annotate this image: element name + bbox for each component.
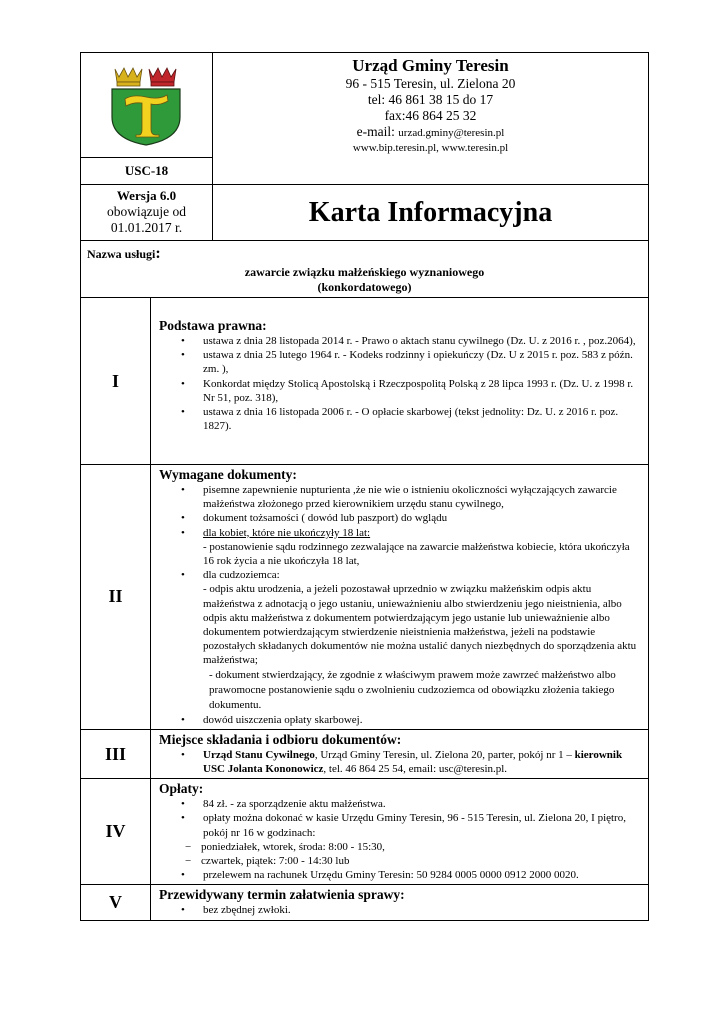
section-required-documents	[151, 465, 649, 730]
office-unit: Urząd Stanu Cywilnego	[203, 748, 315, 761]
office-header	[213, 53, 649, 185]
service-name-line2: (konkordatowego)	[317, 280, 412, 294]
list-item	[203, 526, 640, 540]
email-label: e-mail:	[356, 124, 399, 139]
legal-basis-heading: Podstawa prawna:	[159, 318, 267, 333]
processing-time-heading: Przewidywany termin załatwienia sprawy:	[159, 887, 405, 903]
service-name-cell	[81, 241, 649, 298]
list-item: − poniedziałek, wtorek, środa: 8:00 - 15:30,	[201, 840, 640, 854]
list-item: • Konkordat między Stolicą Apostolską i Rzeczpospolitą Polską z 28 lipca 1993 r. (Dz. U. z 1998 r. Nr 51, poz. 318),	[203, 377, 640, 405]
list-item: − czwartek, piątek: 7:00 - 14:30 lub	[201, 854, 640, 868]
service-label: Nazwa usługi	[87, 247, 156, 261]
card-table	[80, 52, 649, 921]
logo-cell	[81, 53, 213, 158]
valid-from-label: obowiązuje od	[106, 204, 187, 219]
list-item: • opłaty można dokonać w kasie Urzędu Gminy Teresin, 96 - 515 Teresin, ul. Zielona 20, I piętro, pokój nr 16 w godzinach:	[203, 811, 640, 839]
foreigner-detail-2: - dokument stwierdzający, że zgodnie z właściwym prawem może zawrzeć małżeństwo albo prawomocne postanowienie sądu o zwolnieniu cudzoziemca od obowiązku złożenia takiego dokumentu.	[209, 668, 616, 711]
list-item: • dla cudzoziemca:	[203, 568, 640, 582]
required-documents-list	[159, 483, 640, 540]
bank-transfer-list	[159, 868, 640, 882]
foreigner-detail-1: - odpis aktu urodzenia, a jeżeli pozostawał uprzednio w związku małżeńskim odpis aktu małżeństwa z adnotacją o jego ustaniu, unieważnieniu albo stwierdzeniu jego nieistnienia, albo odpis aktu małżeństwa z dokumentem potwierdzającym jego ustanie lub unieważnienie albo dokumentem potwierdzającym stwierdzenie nieistnienia małżeństwa, jeżeli na podstawie pozostałych składanych dokumentów nie można ustalić danych niezbędnych do sporządzenia aktu małżeństwa;	[203, 583, 637, 667]
foreigner-list	[159, 568, 640, 582]
processing-time-list	[159, 903, 640, 917]
list-item: • ustawa z dnia 16 listopada 2006 r. - O opłacie skarbowej (tekst jednolity: Dz. U. z 2016 r. poz. 1827).	[203, 405, 640, 433]
coat-of-arms-icon	[109, 63, 183, 147]
office-websites[interactable]: www.bip.teresin.pl, www.teresin.pl	[352, 142, 509, 154]
section-number-4: IV	[81, 779, 151, 885]
office-email[interactable]: urzad.gminy@teresin.pl	[398, 127, 505, 139]
minors-heading: dla kobiet, które nie ukończyły 18 lat:	[203, 526, 371, 539]
document-code: USC-18	[81, 158, 213, 185]
submission-place-list	[159, 748, 640, 776]
section-submission-place	[151, 729, 649, 778]
list-item: • dowód uiszczenia opłaty skarbowej.	[203, 713, 640, 727]
version: Wersja 6.0	[116, 188, 177, 203]
service-name	[87, 265, 642, 295]
registrar-name: kierownik USC Jolanta Kononowicz	[203, 748, 623, 776]
list-item: • dokument tożsamości ( dowód lub paszport) do wglądu	[203, 511, 640, 525]
service-colon: :	[155, 245, 161, 262]
section-processing-time	[151, 885, 649, 920]
information-card	[80, 52, 648, 921]
cashier-hours-list	[159, 840, 640, 868]
registrar-contact: , tel. 46 864 25 54, email: usc@teresin.pl.	[323, 763, 508, 776]
office-fax: fax:46 864 25 32	[384, 108, 477, 123]
fee-proof-list	[159, 713, 640, 727]
section-legal-basis	[151, 298, 649, 465]
submission-place-heading: Miejsce składania i odbioru dokumentów:	[159, 731, 402, 747]
service-name-line1: zawarcie związku małżeńskiego wyznaniowego	[244, 265, 485, 279]
list-item: • ustawa z dnia 28 listopada 2014 r. - Prawo o aktach stanu cywilnego (Dz. U. z 2016 r. , poz.2064),	[203, 334, 640, 348]
fees-heading: Opłaty:	[159, 781, 204, 797]
valid-from-date: 01.01.2017 r.	[110, 220, 183, 235]
office-unit-address: , Urząd Gminy Teresin, ul. Zielona 20, parter, pokój nr 1 –	[314, 748, 575, 761]
version-cell	[81, 185, 213, 241]
office-name: Urząd Gminy Teresin	[352, 56, 509, 75]
section-number-1: I	[81, 298, 151, 465]
office-address: 96 - 515 Teresin, ul. Zielona 20	[345, 76, 516, 91]
minors-detail: - postanowienie sądu rodzinnego zezwalające na zawarcie małżeństwa kobiecie, która ukończyła 16 rok życia a nie ukończyła 18 lat,	[203, 540, 630, 568]
list-item: • bez zbędnej zwłoki.	[203, 903, 640, 917]
section-number-3: III	[81, 729, 151, 778]
office-email-line	[213, 124, 648, 141]
list-item: • ustawa z dnia 25 lutego 1964 r. - Kodeks rodzinny i opiekuńczy (Dz. U z 2015 r. poz. 583 z późn. zm. ),	[203, 348, 640, 376]
section-number-5: V	[81, 885, 151, 920]
legal-basis-list	[159, 334, 640, 433]
section-number-2: II	[81, 465, 151, 730]
list-item: • przelewem na rachunek Urzędu Gminy Teresin: 50 9284 0005 0000 0912 2000 0020.	[203, 868, 640, 882]
list-item: • pisemne zapewnienie nupturienta ,że nie wie o istnieniu okoliczności wyłączających zawarcie małżeństwa złożonego przed kierownikiem urzędu stanu cywilnego,	[203, 483, 640, 511]
card-title: Karta Informacyjna	[213, 185, 649, 241]
fees-list	[159, 797, 640, 840]
list-item	[203, 748, 640, 776]
required-documents-heading: Wymagane dokumenty:	[159, 467, 297, 482]
office-phone: tel: 46 861 38 15 do 17	[367, 92, 494, 107]
section-fees	[151, 779, 649, 885]
list-item: • 84 zł. - za sporządzenie aktu małżeństwa.	[203, 797, 640, 811]
